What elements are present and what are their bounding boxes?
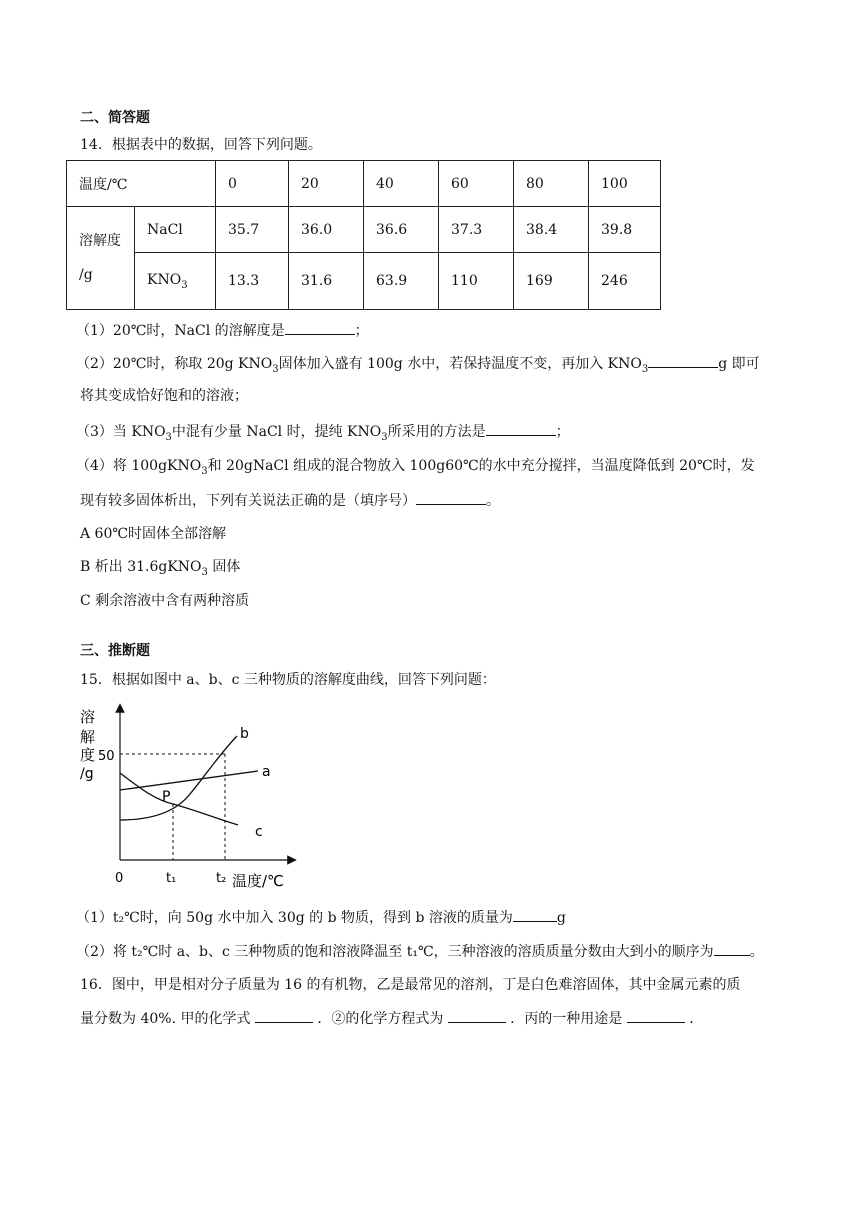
table-cell: 0: [216, 161, 289, 207]
table-cell: 20: [289, 161, 364, 207]
q14-part3: （3）当 $KNO_3$中混有少量 NaCl 时，提纯 $KNO_3$所采用的方法是 ；: [76, 421, 570, 443]
row-label-line: 溶解度: [79, 233, 121, 249]
option-b: B 析出 31.6gKNO$_3$ 固体: [80, 559, 241, 578]
q14-part2-line2: 将其变成恰好饱和的溶液；: [80, 388, 248, 404]
table-cell: 40: [364, 161, 439, 207]
solubility-curve-figure: [70, 698, 310, 894]
table-cell: 80: [514, 161, 589, 207]
y-label-char: 度: [80, 746, 96, 764]
y-label-char: 溶: [80, 708, 96, 726]
q14-part4-line2: 现有较多固体析出，下列有关说法正确的是（填序号） 。: [80, 490, 500, 510]
table-cell: 246: [589, 253, 661, 310]
q14-part1: （1）20℃时，NaCl 的溶解度是 ；: [76, 320, 369, 340]
table-row-label-kno3: $KNO_3$: [135, 253, 216, 310]
y-tick-50: 50: [98, 749, 115, 764]
x-label: 温度/℃: [232, 872, 284, 890]
x-tick-t2: t₂: [216, 871, 227, 886]
question-14-stem: 14．根据表中的数据，回答下列问题。: [80, 137, 322, 153]
section-title: 三、推断题: [80, 643, 150, 659]
x-tick-t1: t₁: [166, 871, 177, 886]
curve-b: [120, 736, 237, 820]
answer-blank[interactable]: [448, 1008, 506, 1023]
table-cell: 36.6: [364, 207, 439, 253]
table-cell: 38.4: [514, 207, 589, 253]
answer-blank[interactable]: [255, 1008, 313, 1023]
option-c: C 剩余溶液中含有两种溶质: [80, 593, 250, 609]
answer-blank[interactable]: [416, 490, 486, 505]
table-cell: 169: [514, 253, 589, 310]
q15-part1: （1）t₂℃时，向 50g 水中加入 30g 的 b 物质，得到 b 溶液的质量为 g: [76, 907, 566, 927]
table-cell: 63.9: [364, 253, 439, 310]
curve-c-label: c: [255, 824, 263, 840]
question-15-stem: 15．根据如图中 a、b、c 三种物质的溶解度曲线，回答下列问题：: [80, 672, 496, 688]
answer-blank[interactable]: [513, 907, 557, 922]
table-cell: 36.0: [289, 207, 364, 253]
question-16-line2: 量分数为 40%. 甲的化学式 ．②的化学方程式为 ．丙的一种用途是 ．: [80, 1008, 703, 1028]
answer-blank[interactable]: [627, 1008, 685, 1023]
answer-blank[interactable]: [714, 941, 750, 956]
table-cell: 60: [439, 161, 514, 207]
question-16-line1: 16．图中，甲是相对分子质量为 16 的有机物，乙是最常见的溶剂，丁是白色难溶固体，其中金属元素的质: [80, 977, 741, 993]
curve-b-label: b: [240, 726, 249, 742]
solubility-table: [66, 160, 661, 310]
table-cell: 39.8: [589, 207, 661, 253]
row-label-line: /g: [79, 267, 93, 283]
table-cell: 37.3: [439, 207, 514, 253]
table-cell: 31.6: [289, 253, 364, 310]
table-cell: 110: [439, 253, 514, 310]
table-row-label-nacl: NaCl: [135, 207, 216, 253]
y-label-char: /g: [80, 766, 94, 782]
table-cell: 35.7: [216, 207, 289, 253]
answer-blank[interactable]: [486, 421, 556, 436]
section-title: 二、简答题: [80, 110, 150, 126]
origin-label: 0: [115, 871, 124, 886]
curve-a: [120, 771, 258, 790]
curve-c: [120, 773, 238, 825]
q15-part2: （2）将 t₂℃时 a、b、c 三种物质的饱和溶液降温至 t₁℃，三种溶液的溶质质量分数由大到小的顺序为 。: [76, 941, 764, 961]
point-p-label: P: [162, 789, 171, 805]
table-cell: 100: [589, 161, 661, 207]
answer-blank[interactable]: [285, 320, 355, 335]
option-a: A 60℃时固体全部溶解: [80, 526, 227, 542]
q14-part2: （2）20℃时，称取 20g $KNO_3$固体加入盛有 100g 水中，若保持温度不变，再加入 $KNO_3$ g 即可: [76, 353, 760, 375]
curve-a-label: a: [262, 764, 271, 780]
table-header-temp: 温度/℃: [67, 161, 216, 207]
table-row-group-label: [67, 207, 135, 310]
answer-blank[interactable]: [648, 353, 718, 368]
y-label-char: 解: [80, 728, 96, 746]
q14-part4: （4）将 100gKNO$_3$和 20gNaCl 组成的混合物放入 100g60℃的水中充分搅拌，当温度降低到 20℃时，发: [76, 458, 755, 477]
table-cell: 13.3: [216, 253, 289, 310]
